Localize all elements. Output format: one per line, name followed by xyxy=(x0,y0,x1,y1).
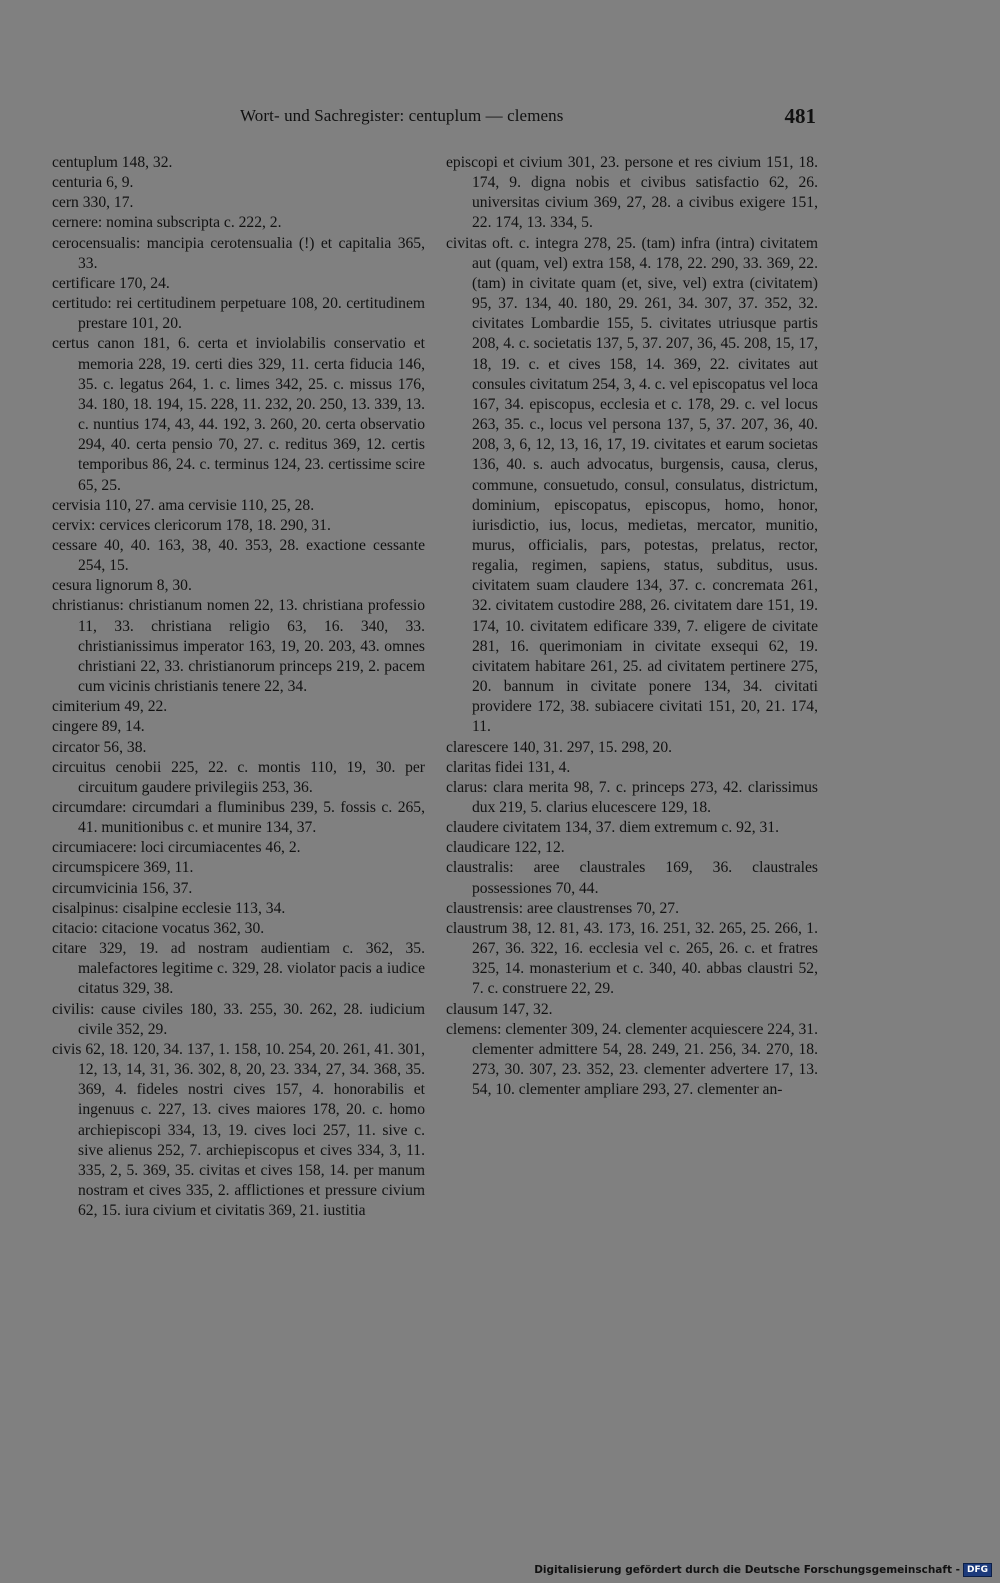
left-column xyxy=(52,153,425,1221)
index-entry: cernere: nomina subscripta c. 222, 2. xyxy=(52,214,282,232)
index-entry: claustrum 38, 12. 81, 43. 173, 16. 251, 32. 265, 25. 266, 1. 267, 36. 322, 16. ecclesia vel c. 265, 26. c. et fratres 325, 14. monasterium et c. 340, 40. abbas claustri 52, 7. c. construere 22, 29. xyxy=(446,919,818,998)
index-entry: civilis: cause civiles 180, 33. 255, 30. 262, 28. iudicium civile 352, 29. xyxy=(52,1000,425,1038)
index-entry: episcopi et civium 301, 23. persone et res civium 151, 18. 174, 9. digna nobis et civibus satisfactio 62, 26. universitas civium 369, 27, 28. a civibus exigere 151, 22. 174, 13. 334, 5. xyxy=(446,154,818,232)
index-entry: claudere civitatem 134, 37. diem extremum c. 92, 31. xyxy=(446,819,779,837)
index-entry: claustrensis: aree claustrenses 70, 27. xyxy=(446,899,679,917)
index-entry: clemens: clementer 309, 24. clementer acquiescere 224, 31. clementer admittere 54, 28. 249, 21. 256, 34. 270, 18. 273, 30. 307, 23. 352, 23. clementer advertere 17, 13. 54, 10. clementer ampliare 293, 27. clementer an- xyxy=(446,1020,818,1099)
index-entry: cervisia 110, 27. ama cervisie 110, 25, 28. xyxy=(52,496,315,514)
index-entry: centuria 6, 9. xyxy=(52,174,134,192)
index-entry: certus canon 181, 6. certa et inviolabilis conservatio et memoria 228, 19. certi dies 329, 11. certa fiducia 146, 35. c. legatus 264, 1. c. limes 342, 25. c. missus 176, 34. 180, 18. 194, 15. 228, 11. 232, 20. 250, 13. 339, 13. c. nuntius 174, 43, 44. 192, 3. 260, 20. certa observatio 294, 40. certa pensio 70, 27. c. reditus 369, 12. certis temporibus 86, 24. c. terminus 124, 23. certissime scire 65, 25. xyxy=(52,335,425,494)
index-entry: claudicare 122, 12. xyxy=(446,839,565,857)
header-title: Wort- und Sachregister: centuplum — clemens xyxy=(240,106,564,125)
index-entry: cisalpinus: cisalpine ecclesie 113, 34. xyxy=(52,899,286,917)
index-entry: cimiterium 49, 22. xyxy=(52,698,168,716)
index-entry: cern 330, 17. xyxy=(52,194,134,212)
index-entry: cessare 40, 40. 163, 38, 40. 353, 28. exactione cessante 254, 15. xyxy=(52,536,425,575)
index-entry: claritas fidei 131, 4. xyxy=(446,758,571,776)
index-entry: circumiacere: loci circumiacentes 46, 2. xyxy=(52,839,301,857)
index-entry: centuplum 148, 32. xyxy=(52,154,173,171)
index-entry: clausum 147, 32. xyxy=(446,1000,553,1018)
index-entry: cesura lignorum 8, 30. xyxy=(52,577,192,595)
index-entry: cerocensualis: mancipia cerotensualia (!) et capitalia 365, 33. xyxy=(52,234,425,272)
index-entry: circator 56, 38. xyxy=(52,738,147,756)
index-entry: certitudo: rei certitudinem perpetuare 108, 20. certitudinem prestare 101, 20. xyxy=(52,295,425,333)
index-entry: circumvicinia 156, 37. xyxy=(52,879,193,897)
index-entry: claustralis: aree claustrales 169, 36. claustrales possessiones 70, 44. xyxy=(446,859,818,897)
credit-text: Digitalisierung gefördert durch die Deutsche Forschungsgemeinschaft - xyxy=(534,1564,960,1576)
page-number: 481 xyxy=(784,104,816,128)
index-entry: cervix: cervices clericorum 178, 18. 290, 31. xyxy=(52,516,331,534)
right-column xyxy=(446,153,818,1100)
digitization-credit xyxy=(534,1563,992,1577)
index-entry: certificare 170, 24. xyxy=(52,274,170,292)
index-entry: citacio: citacione vocatus 362, 30. xyxy=(52,919,265,937)
index-entry: circumspicere 369, 11. xyxy=(52,859,194,877)
index-entry: cingere 89, 14. xyxy=(52,718,145,736)
index-entry: clarescere 140, 31. 297, 15. 298, 20. xyxy=(446,738,673,756)
dfg-logo-icon: DFG xyxy=(963,1563,992,1577)
index-entry: civis 62, 18. 120, 34. 137, 1. 158, 10. 254, 20. 261, 41. 301, 12, 13, 14, 31, 36. 302, 8, 20, 23. 334, 27, 34. 368, 35. 369, 4. fideles nostri cives 157, 4. honorabilis et ingenuus c. 227, 13. cives maiores 178, 20. c. homo archiepiscopi 334, 13, 19. cives loci 257, 11. sive c. sive alienus 252, 7. archiepiscopus et cives 334, 3, 11. 335, 2, 5. 369, 35. civitas et cives 158, 14. per manum nostram et cives 335, 2. afflictiones et pressure civium 62, 15. iura civium et civitatis 369, 21. iustitia xyxy=(52,1040,425,1220)
index-entry: christianus: christianum nomen 22, 13. christiana professio 11, 33. christiana religio 63, 16. 340, 33. christianissimus imperator 163, 19, 20. 203, 43. omnes christiani 22, 33. christianorum princeps 219, 2. pacem cum vicinis christianis tenere 22, 34. xyxy=(52,597,425,696)
running-header xyxy=(240,104,820,134)
index-entry: civitas oft. c. integra 278, 25. (tam) infra (intra) civitatem aut (quam, vel) extra 158, 4. 178, 22. 290, 33. 369, 22. (tam) in civitate quam (et, sive, vel) extra (civitatem) 95, 37. 134, 40. 180, 29. 261, 34. 307, 37. 352, 32. civitates Lombardie 155, 5. civitates utriusque partis 208, 4. c. societatis 137, 5, 37. 207, 36, 45. 208, 15, 17, 18, 19. c. et cives 158, 14. 369, 22. civitates aut consules civitatum 254, 3, 4. c. vel episcopatus vel loca 167, 34. episcopus, ecclesia et c. 178, 29. c. vel locus 263, 35. c., locus vel persona 137, 5, 37. 207, 36, 40. 208, 3, 6, 12, 13, 16, 17, 19. civitates et earum societas 136, 40. s. auch advocatus, burgensis, causa, clerus, commune, consuetudo, consul, consulatus, districtum, dominium, episcopatus, episcopus, homo, honor, iurisdictio, ius, locus, medietas, mercator, munitio, murus, officialis, pars, potestas, prelatus, rector, regalia, regimen, sapiens, status, subditus, usus. civitatem suam claudere 134, 37. c. concremata 261, 32. civitatem custodire 288, 26. civitatem dare 151, 19. 174, 10. civitatem edificare 339, 7. eligere de civitate 281, 16. querimoniam in civitate exsequi 62, 19. civitatem habitare 261, 25. ad civitatem pertinere 275, 20. bannum in civitate ponere 134, 34. civitati providere 172, 38. subiacere civitati 151, 20, 21. 174, 11. xyxy=(446,234,819,736)
index-entry: circumdare: circumdari a fluminibus 239, 5. fossis c. 265, 41. munitionibus c. et munire 134, 37. xyxy=(52,799,425,837)
index-entry: circuitus cenobii 225, 22. c. montis 110, 19, 30. per circuitum gaudere privilegiis 253, 36. xyxy=(52,758,425,796)
index-entry: clarus: clara merita 98, 7. c. princeps 273, 42. clarissimus dux 219, 5. clarius elucescere 129, 18. xyxy=(446,778,818,816)
index-entry: citare 329, 19. ad nostram audientiam c. 362, 35. malefactores legitime c. 329, 28. violator pacis a iudice citatus 329, 38. xyxy=(52,940,425,998)
